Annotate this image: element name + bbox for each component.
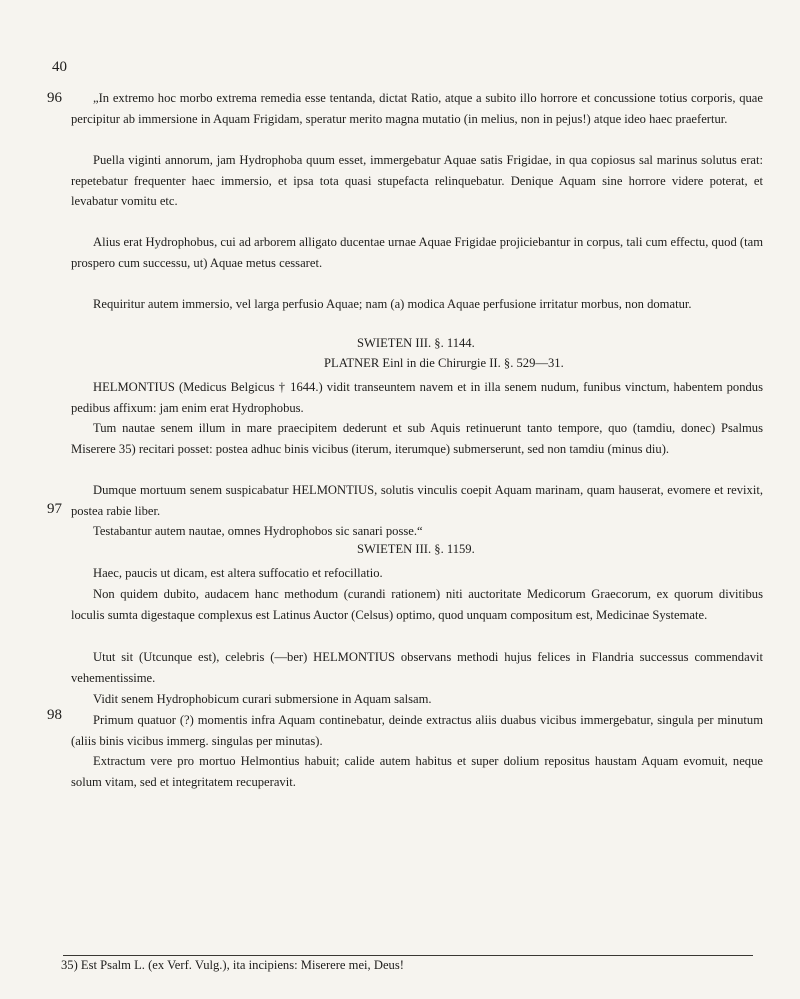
footnote: 35) Est Psalm L. (ex Verf. Vulg.), ita incipiens: Miserere mei, Deus! xyxy=(61,958,404,972)
paragraph-3: Alius erat Hydrophobus, cui ad arborem alligato ducentae urnae Aquae Frigidae projiciebantur in corpus, tali cum effectu, quod (tam prospero cum successu, ut) Aquae metus cessaret. xyxy=(71,235,763,270)
paragraph-7: Dumque mortuum senem suspicabatur HELMONTIUS, solutis vinculis coepit Aquam marinam, quam hauserat, evomere et revixit, postea rabie liber. xyxy=(71,483,763,518)
reference-swieten-1144: SWIETEN III. §. 1144. xyxy=(357,336,475,350)
paragraph-10: Non quidem dubito, audacem hanc methodum (curandi rationem) niti auctoritate Medicorum Graecorum, ex quorum divitibus loculis sumta digestaque complexus est Latinus Auctor (Celsus) optimo, quod unquam compositum est, Medicinae Systemate. xyxy=(71,587,763,622)
paragraph-11: Utut sit (Utcunque est), celebris (—ber) HELMONTIUS observans methodi hujus felices in Flandria successus commendavit vehementissime. xyxy=(71,650,763,685)
section-number-96: 96 xyxy=(47,90,62,106)
paragraph-12: Vidit senem Hydrophobicum curari submersione in Aquam salsam. xyxy=(93,692,432,706)
section-number-98: 98 xyxy=(47,707,62,723)
paragraph-4: Requiritur autem immersio, vel larga perfusio Aquae; nam (a) modica Aquae perfusione irritatur morbus, non domatur. xyxy=(93,297,692,311)
footnote-rule xyxy=(63,955,753,956)
paragraph-8: Testabantur autem nautae, omnes Hydrophobos sic sanari posse.“ xyxy=(93,524,423,538)
paragraph-2: Puella viginti annorum, jam Hydrophoba quum esset, immergebatur Aquae satis Frigidae, in qua copiosus sal marinus solutus erat: repetebatur frequenter haec immersio, et ipsa tota quasi stupefacta relinquebatur. Denique Aquam sine horrore videre poterat, et levabatur vomitu etc. xyxy=(71,153,763,208)
paragraph-5: HELMONTIUS (Medicus Belgicus † 1644.) vidit transeuntem navem et in illa senem nudum, funibus vinctum, habentem pondus pedibus affixum: jam enim erat Hydrophobus. xyxy=(71,380,763,415)
paragraph-14: Extractum vere pro mortuo Helmontius habuit; calide autem habitus et super dolium repositus haustam Aquam evomuit, neque solum vitam, sed et integritatem recuperavit. xyxy=(71,754,763,789)
reference-platner: PLATNER Einl in die Chirurgie II. §. 529—31. xyxy=(324,356,564,370)
paragraph-1: „In extremo hoc morbo extrema remedia esse tentanda, dictat Ratio, atque a subito illo horrore et concussione totius corporis, quae percipitur ab immersione in Aquam Frigidam, speratur merito magna mutatio (in melius, non in pejus!) atque ideo haec praefertur. xyxy=(71,91,763,126)
page-number: 40 xyxy=(52,59,67,75)
paragraph-13: Primum quatuor (?) momentis infra Aquam continebatur, deinde extractus aliis duabus vicibus immergebatur, singula per minutum (aliis binis vicibus immerg. singulas per minutas). xyxy=(71,713,763,748)
section-number-97: 97 xyxy=(47,501,62,517)
paragraph-9: Haec, paucis ut dicam, est altera suffocatio et refocillatio. xyxy=(93,566,383,580)
reference-swieten-1159: SWIETEN III. §. 1159. xyxy=(357,542,475,556)
paragraph-6: Tum nautae senem illum in mare praecipitem dederunt et sub Aquis retinuerunt tanto tempore, quo (tamdiu, donec) Psalmus Miserere 35) recitari posset: postea adhuc binis vicibus (iterum, iterumque) submerserunt, sed non tamdiu (minus diu). xyxy=(71,421,763,456)
